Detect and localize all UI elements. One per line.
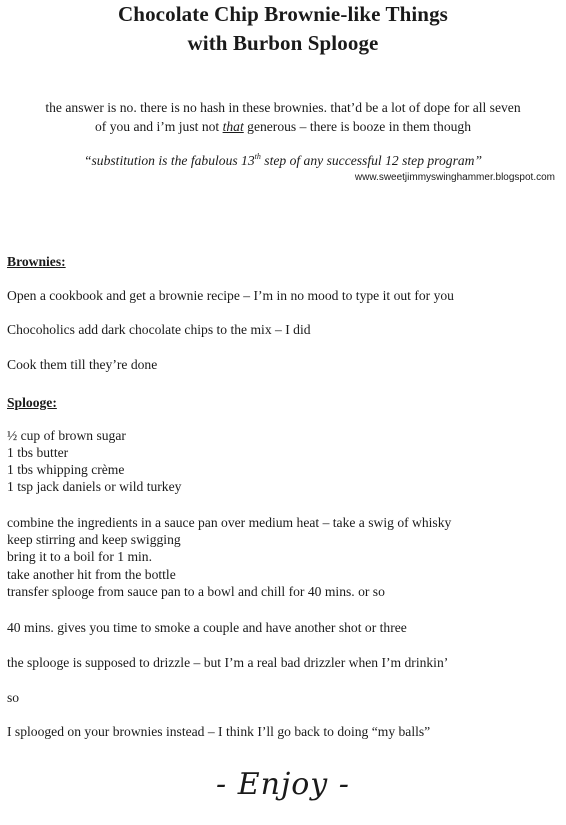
direction-3: bring it to a boil for 1 min. bbox=[7, 549, 152, 564]
brownies-heading: Brownies: bbox=[7, 254, 66, 269]
ingredient-4: 1 tsp jack daniels or wild turkey bbox=[7, 479, 182, 494]
splooge-heading: Splooge: bbox=[7, 395, 57, 410]
intro-emphasis: that bbox=[222, 119, 244, 134]
quote bbox=[0, 152, 566, 170]
intro-line-1: the answer is no. there is no hash in these brownies. that’d be a lot of dope for all seven bbox=[45, 100, 521, 115]
note-4: I splooged on your brownies instead – I think I’ll go back to doing “my balls” bbox=[7, 724, 431, 739]
brownies-step-3: Cook them till they’re done bbox=[7, 357, 158, 372]
quote-end: step of any successful 12 step program” bbox=[260, 153, 483, 168]
note-2: the splooge is supposed to drizzle – but I’m a real bad drizzler when I’m drinkin’ bbox=[7, 655, 449, 670]
intro-paragraph bbox=[4, 98, 562, 136]
title-line-1: Chocolate Chip Brownie-like Things bbox=[118, 2, 448, 26]
direction-4: take another hit from the bottle bbox=[7, 567, 176, 582]
ingredient-1: ½ cup of brown sugar bbox=[7, 428, 126, 443]
note-1: 40 mins. gives you time to smoke a couple and have another shot or three bbox=[7, 620, 407, 635]
enjoy-signoff: - Enjoy - bbox=[216, 767, 350, 802]
quote-superscript: th bbox=[254, 152, 261, 161]
quote-start: “substitution is the fabulous 13 bbox=[83, 153, 255, 168]
ingredient-3: 1 tbs whipping crème bbox=[7, 462, 125, 477]
direction-1: combine the ingredients in a sauce pan over medium heat – take a swig of whisky bbox=[7, 515, 452, 530]
direction-2: keep stirring and keep swigging bbox=[7, 532, 181, 547]
intro-line-2-end: generous – there is booze in them though bbox=[243, 119, 472, 134]
brownies-step-2: Chocoholics add dark chocolate chips to the mix – I did bbox=[7, 322, 311, 337]
title-line-2: with Burbon Splooge bbox=[187, 31, 379, 55]
intro-line-2 bbox=[4, 117, 562, 136]
direction-5: transfer splooge from sauce pan to a bowl and chill for 40 mins. or so bbox=[7, 584, 385, 599]
intro-line-2-start: of you and i’m just not bbox=[94, 119, 223, 134]
note-3: so bbox=[7, 690, 20, 705]
brownies-step-1: Open a cookbook and get a brownie recipe – I’m in no mood to type it out for you bbox=[7, 288, 454, 303]
page-title bbox=[0, 0, 566, 58]
ingredient-2: 1 tbs butter bbox=[7, 445, 69, 460]
blog-url: www.sweetjimmyswinghammer.blogspot.com bbox=[354, 172, 555, 183]
